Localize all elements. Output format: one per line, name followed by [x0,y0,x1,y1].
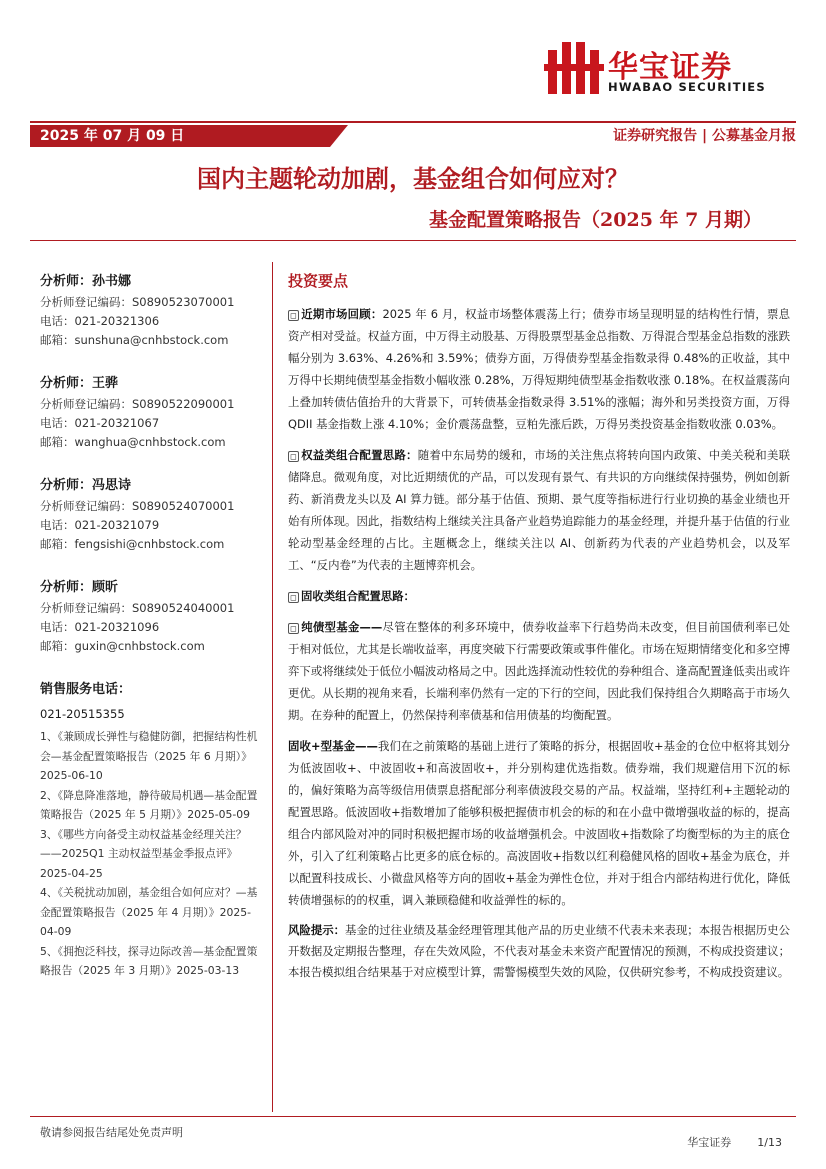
risk-warning-text: 基金的过往业绩及基金经理管理其他产品的历史业绩不代表未来表现；本报告根据历史公开数据及定期报告整理，存在失效风险，不代表对基金未来资产配置情况的预测，不构成投资建议；本报告模拟组合结果基于对应模型计算，需警惕模型失效的风险，仅供研究参考，不构成投资建议。 [288,923,790,979]
sales-title: 销售服务电话： [40,682,132,697]
footer-company: 华宝证券 [687,1136,732,1149]
fixed-income-heading [288,585,790,607]
equity-strategy-label: 权益类组合配置思路： [301,448,418,462]
analyst-block [40,372,262,452]
header-divider [30,121,796,123]
report-subtitle: 基金配置策略报告（2025 年 7 月期） [429,209,762,231]
checkbox-bullet-icon: ◻ [288,592,299,603]
analyst-tel: 电话：021-20321096 [40,620,160,634]
checkbox-bullet-icon: ◻ [288,451,299,462]
risk-warning-label: 风险提示： [288,923,346,937]
equity-strategy-paragraph [288,444,790,576]
analyst-tel: 电话：021-20321306 [40,314,160,328]
related-report-item[interactable]: 1、《兼顾成长弹性与稳健防御，把握结构性机会—基金配置策略报告（2025 年 6 月期）》2025-06-10 [40,730,258,782]
analyst-name: 分析师：孙书娜 [40,274,132,289]
page-number: 1/13 [757,1136,782,1149]
analyst-tel: 电话：021-20321067 [40,416,160,430]
analyst-email[interactable]: 邮箱：sunshuna@cnhbstock.com [40,333,229,347]
company-logo [544,40,774,100]
fixed-income-plus-label: 固收+型基金—— [288,739,378,753]
related-report-item[interactable]: 2、《降息降准落地，静待破局机遇—基金配置策略报告（2025 年 5 月期）》2025-05-09 [40,788,258,821]
equity-strategy-text: 随着中东局势的缓和，市场的关注焦点将转向国内政策、中美关税和美联储降息。微观角度，对比近期绩优的产品，可以发现有景气、有共识的方向继续保持强势，例如创新药、新消费龙头以及 AI 算力链。部分基于估值、预期、景气度等指标进行行业切换的基金业绩也开始有所体现。因此，指数结构上继续关注具备产业趋势追踪能力的基金经理，并提升基于估值的行业轮动型基金经理的占比。主题概念上，继续关注以 AI、创新药为代表的产业趋势机会，以及军工、“反内卷”为代表的主题博弈机会。 [288,448,790,572]
logo-name-en: HWABAO SECURITIES [608,80,766,94]
investment-summary [288,270,790,983]
related-report-item[interactable]: 3、《哪些方向备受主动权益基金经理关注？——2025Q1 主动权益型基金季报点评》2025-04-25 [40,827,247,880]
market-review-paragraph [288,303,790,435]
sidebar [40,270,262,981]
analyst-block [40,474,262,554]
report-date: 2025 年 07 月 09 日 [30,125,330,147]
footer-divider [30,1116,796,1117]
analyst-name: 分析师：王骅 [40,376,119,391]
market-review-text: 2025 年 6 月，权益市场整体震荡上行；债券市场呈现明显的结构性行情，票息资产相对受益。权益方面，中万得主动股基、万得股票型基金总指数、万得混合型基金总指数的涨跌幅分别为 3.63%、4.26%和 3.59%；债券方面，万得债券型基金指数录得 0.48%的正收益，其中万得中长期纯债型基金指数小幅收涨 0.28%，万得短期纯债型基金指数收涨 0.18%。在权益震荡向上叠加转债估值抬升的大背景下，可转债基金指数录得 3.51%的涨幅；海外和另类投资方面，万得 QDII 基金指数上涨 4.10%；金价震荡盘整，豆粕先涨后跌，万得另类投资基金指数收涨 0.03%。 [288,307,790,431]
hwabao-logo-icon [544,40,604,96]
analyst-name: 分析师：冯思诗 [40,478,132,493]
related-report-item[interactable]: 4、《关税扰动加剧，基金组合如何应对？—基金配置策略报告（2025 年 4 月期）》2025-04-09 [40,886,258,938]
column-divider [272,262,273,1112]
fixed-income-plus-paragraph [288,735,790,911]
analyst-reg: 分析师登记编码：S0890524070001 [40,499,235,513]
summary-title: 投资要点 [288,272,349,290]
checkbox-bullet-icon: ◻ [288,310,299,321]
footer-disclaimer: 敬请参阅报告结尾处免责声明 [40,1126,183,1139]
fixed-income-label: 固收类组合配置思路： [301,589,415,603]
market-review-label: 近期市场回顾： [301,307,383,321]
analyst-reg: 分析师登记编码：S0890523070001 [40,295,235,309]
analyst-block [40,270,262,350]
footer-meta [661,1134,782,1150]
analyst-email[interactable]: 邮箱：fengsishi@cnhbstock.com [40,537,225,551]
report-title: 国内主题轮动加剧，基金组合如何应对？ [197,164,629,193]
analyst-name: 分析师：顾昕 [40,580,119,595]
sales-phone: 021-20515355 [40,707,125,721]
analyst-reg: 分析师登记编码：S0890524040001 [40,601,235,615]
fixed-income-plus-text: 我们在之前策略的基础上进行了策略的拆分，根据固收+基金的仓位中枢将其划分为低波固收+、中波固收+和高波固收+，并分别构建优选指数。债券端，我们规避信用下沉的标的，偏好策略为高等级信用债票息搭配部分利率债波段交易的产品。权益端，坚持红利+主题轮动的配置思路。低波固收+指数增加了能够积极把握债市机会的标的和在小盘中微增强收益的标的，提高组合内部风险对冲的同时积极把握市场的收益增强机会。中波固收+指数除了均衡型标的为主的底仓外，引入了红利策略占比更多的底仓标的。高波固收+指数以红利稳健风格的固收+基金为底仓，并以配置科技成长、小微盘风格等方向的固收+基金为弹性仓位，并对于组合内部结构进行优化，降低转债增强标的的权重，调入兼顾稳健和收益弹性的标的。 [288,739,790,907]
logo-name-cn: 华宝证券 [608,50,732,85]
analyst-email[interactable]: 邮箱：wanghua@cnhbstock.com [40,435,226,449]
checkbox-bullet-icon: ◻ [288,623,299,634]
report-type: 证券研究报告 | 公募基金月报 [613,128,796,144]
title-divider [30,240,796,241]
related-report-item[interactable]: 5、《拥抱泛科技，探寻边际改善—基金配置策略报告（2025 年 3 月期）》2025-03-13 [40,944,258,977]
related-reports [40,727,262,981]
analyst-tel: 电话：021-20321079 [40,518,160,532]
analyst-reg: 分析师登记编码：S0890522090001 [40,397,235,411]
bond-fund-label: 纯债型基金—— [301,620,383,634]
date-bar-corner [330,125,348,147]
analyst-block [40,576,262,656]
analyst-email[interactable]: 邮箱：guxin@cnhbstock.com [40,639,205,653]
risk-warning [288,920,790,983]
bond-fund-text: 尽管在整体的利多环境中，债券收益率下行趋势尚未改变，但目前国债利率已处于相对低位，尤其是长端收益率，再度突破下行需要政策或事件催化。市场在短期情绪变化和多空博弈下或将继续处于低位小幅波动格局之中。因此选择流动性较优的券种组合、逢高配置逢低卖出或许更优。从长期的视角来看，长端利率仍然有一定的下行的空间，因此我们保持组合久期略高于市场久期。在券种的配置上，仍然保持利率债基和信用债基的均衡配置。 [288,620,790,722]
bond-fund-paragraph [288,616,790,726]
